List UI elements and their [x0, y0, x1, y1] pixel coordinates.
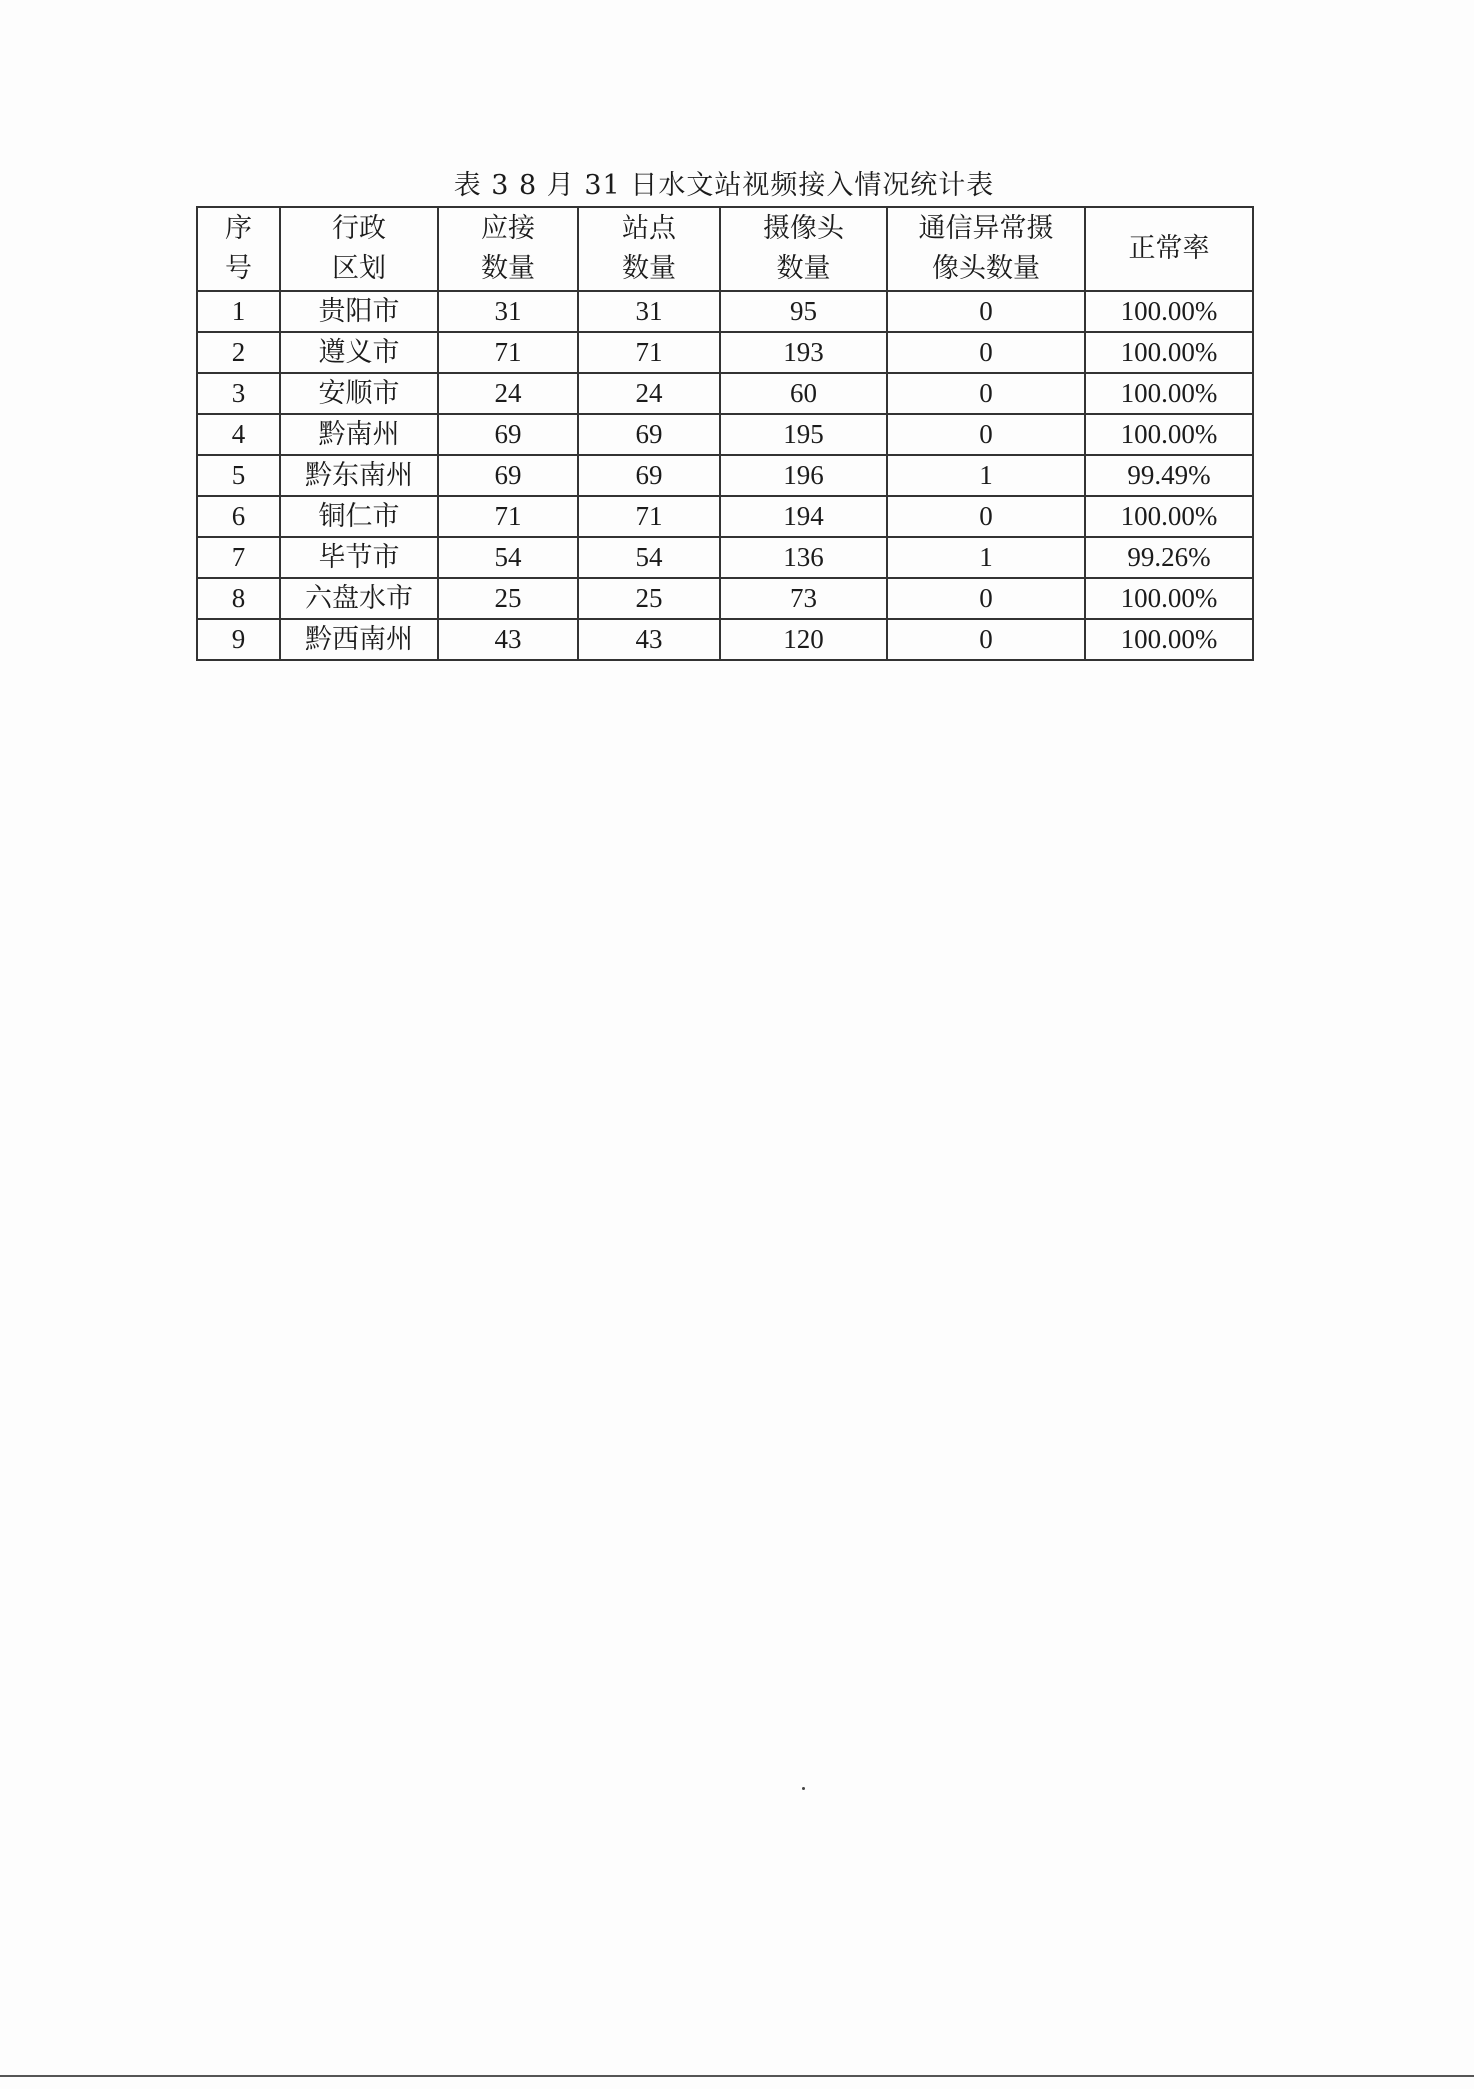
cell-region: 铜仁市	[280, 496, 438, 537]
cell-station-count: 24	[578, 373, 720, 414]
table-row	[197, 373, 1253, 414]
cell-expected-count: 71	[438, 332, 578, 373]
cell-index: 5	[197, 455, 280, 496]
header-text: 数量	[776, 253, 831, 284]
cell-expected-count: 31	[438, 291, 578, 332]
cell-camera-count: 194	[720, 496, 887, 537]
table-row	[197, 291, 1253, 332]
header-text: 摄像头	[763, 213, 844, 244]
header-normal-rate	[1085, 207, 1253, 291]
cell-station-count: 71	[578, 496, 720, 537]
header-text: 应接	[481, 213, 535, 244]
cell-abnormal-count: 0	[887, 619, 1085, 660]
header-index	[197, 207, 280, 291]
table-row	[197, 578, 1253, 619]
cell-normal-rate: 99.26%	[1085, 537, 1253, 578]
cell-station-count: 43	[578, 619, 720, 660]
cell-station-count: 54	[578, 537, 720, 578]
scan-speck	[802, 1787, 805, 1790]
cell-normal-rate: 100.00%	[1085, 578, 1253, 619]
cell-expected-count: 54	[438, 537, 578, 578]
table-row	[197, 414, 1253, 455]
header-expected-count	[438, 207, 578, 291]
cell-expected-count: 69	[438, 455, 578, 496]
header-text: 号	[225, 253, 252, 284]
table-row	[197, 537, 1253, 578]
header-text: 行政	[332, 213, 386, 244]
cell-normal-rate: 100.00%	[1085, 496, 1253, 537]
table-row	[197, 455, 1253, 496]
cell-index: 1	[197, 291, 280, 332]
cell-camera-count: 196	[720, 455, 887, 496]
cell-region: 遵义市	[280, 332, 438, 373]
cell-abnormal-count: 0	[887, 578, 1085, 619]
header-text: 通信异常摄	[918, 213, 1054, 244]
header-region	[280, 207, 438, 291]
cell-region: 毕节市	[280, 537, 438, 578]
cell-normal-rate: 100.00%	[1085, 332, 1253, 373]
cell-camera-count: 73	[720, 578, 887, 619]
cell-abnormal-count: 0	[887, 373, 1085, 414]
table-row	[197, 496, 1253, 537]
cell-camera-count: 195	[720, 414, 887, 455]
cell-normal-rate: 100.00%	[1085, 373, 1253, 414]
header-abnormal-camera-count	[887, 207, 1085, 291]
cell-region: 贵阳市	[280, 291, 438, 332]
header-text: 数量	[622, 253, 676, 284]
cell-normal-rate: 100.00%	[1085, 291, 1253, 332]
cell-region: 安顺市	[280, 373, 438, 414]
cell-station-count: 31	[578, 291, 720, 332]
table-row	[197, 619, 1253, 660]
cell-expected-count: 69	[438, 414, 578, 455]
cell-abnormal-count: 0	[887, 496, 1085, 537]
cell-normal-rate: 100.00%	[1085, 619, 1253, 660]
header-station-count	[578, 207, 720, 291]
table-row	[197, 332, 1253, 373]
header-text: 站点	[622, 213, 676, 244]
cell-region: 黔西南州	[280, 619, 438, 660]
cell-camera-count: 120	[720, 619, 887, 660]
cell-index: 9	[197, 619, 280, 660]
cell-index: 6	[197, 496, 280, 537]
header-text: 正常率	[1128, 233, 1210, 264]
cell-region: 黔南州	[280, 414, 438, 455]
cell-station-count: 25	[578, 578, 720, 619]
cell-abnormal-count: 0	[887, 332, 1085, 373]
header-text: 数量	[481, 253, 535, 284]
cell-region: 六盘水市	[280, 578, 438, 619]
cell-index: 3	[197, 373, 280, 414]
cell-station-count: 71	[578, 332, 720, 373]
cell-normal-rate: 100.00%	[1085, 414, 1253, 455]
cell-expected-count: 43	[438, 619, 578, 660]
cell-abnormal-count: 0	[887, 291, 1085, 332]
cell-expected-count: 71	[438, 496, 578, 537]
cell-abnormal-count: 1	[887, 455, 1085, 496]
cell-camera-count: 193	[720, 332, 887, 373]
cell-station-count: 69	[578, 455, 720, 496]
cell-camera-count: 60	[720, 373, 887, 414]
cell-camera-count: 136	[720, 537, 887, 578]
cell-normal-rate: 99.49%	[1085, 455, 1253, 496]
header-text: 序	[225, 213, 252, 244]
video-access-table	[196, 206, 1254, 661]
cell-index: 2	[197, 332, 280, 373]
cell-index: 8	[197, 578, 280, 619]
header-camera-count	[720, 207, 887, 291]
cell-region: 黔东南州	[280, 455, 438, 496]
cell-station-count: 69	[578, 414, 720, 455]
cell-abnormal-count: 0	[887, 414, 1085, 455]
cell-expected-count: 24	[438, 373, 578, 414]
table-header-row	[197, 207, 1253, 291]
cell-camera-count: 95	[720, 291, 887, 332]
cell-expected-count: 25	[438, 578, 578, 619]
cell-abnormal-count: 1	[887, 537, 1085, 578]
header-text: 像头数量	[932, 253, 1040, 284]
cell-index: 7	[197, 537, 280, 578]
cell-index: 4	[197, 414, 280, 455]
scan-bottom-edge	[0, 2075, 1474, 2077]
table-title: 表 3 8 月 31 日水文站视频接入情况统计表	[453, 170, 995, 201]
header-text: 区划	[332, 253, 386, 284]
